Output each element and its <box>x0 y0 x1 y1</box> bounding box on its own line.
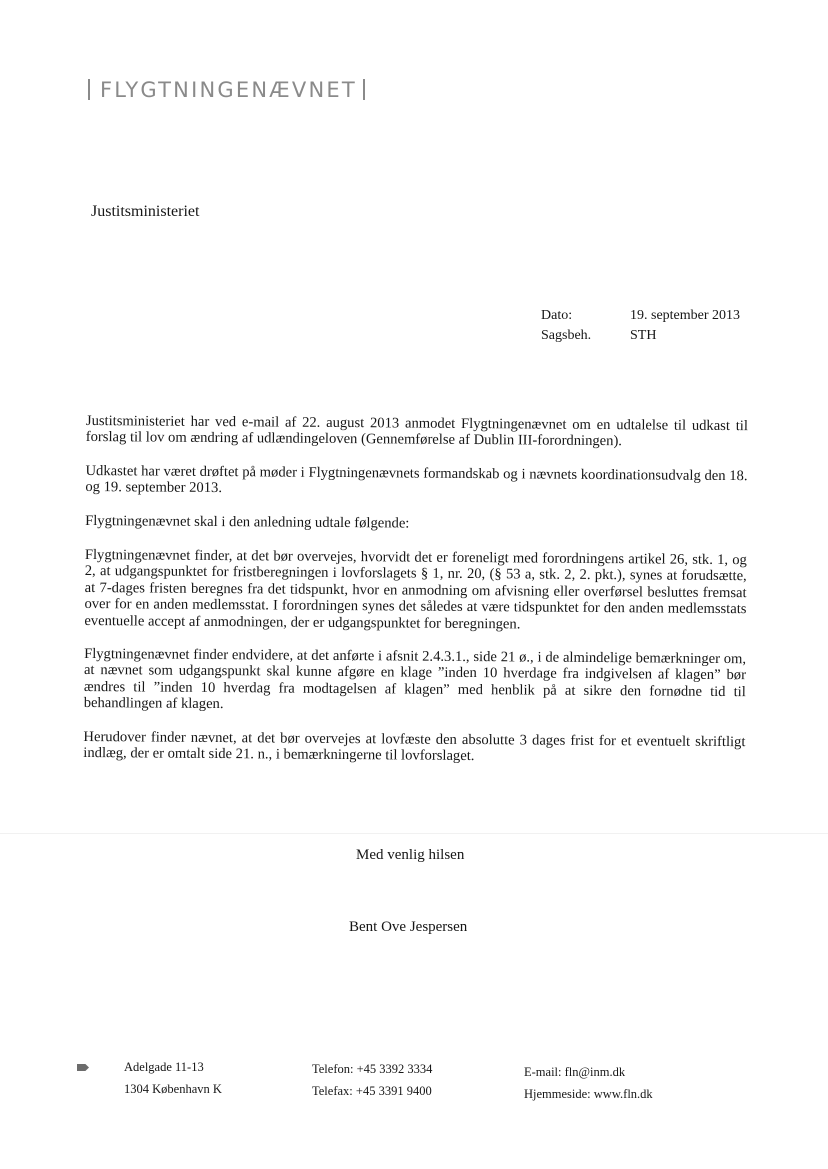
body-paragraph-6: Herudover finder nævnet, at det bør overvejes at lovfæste den absolutte 3 dages frist for et eventuelt skriftligt indlæg, der er omtalt side 21. n., i bemærkningerne til lovforslaget. <box>83 728 746 765</box>
organization-name: FLYGTNINGENÆVNET <box>100 78 357 102</box>
body-paragraph-1: Justitsministeriet har ved e-mail af 22. august 2013 anmodet Flygtningenævnet om en udtalelse til udkast til forslag til lov om ændring af udlændingeloven (Gennemførelse af Dublin III-forordningen). <box>85 413 748 450</box>
letterhead-bar-left <box>88 79 90 100</box>
letter-body <box>83 413 748 784</box>
letterhead-logo <box>88 78 365 102</box>
letterhead-bar-right <box>363 79 365 100</box>
email-address: E-mail: fln@inm.dk <box>524 1065 626 1079</box>
fax-number: Telefax: +45 3391 9400 <box>312 1084 432 1098</box>
footer-contact <box>524 1061 653 1105</box>
footer-arrow-icon <box>77 1064 89 1071</box>
phone-number: Telefon: +45 3392 3334 <box>312 1062 433 1076</box>
body-paragraph-5: Flygtningenævnet finder endvidere, at det anførte i afsnit 2.4.3.1., side 21 ø., i de almindelige bemærkninger om, at nævnet som udgangspunkt skal kunne afgøre en klage ”inden 10 hverdage fra indgivelsen af klagen” bør ændres til ”inden 10 hverdag fra modtagelsen af klagen” med henblik på at sikre den fornødne tid til behandlingen af klagen. <box>83 646 747 713</box>
body-paragraph-2: Udkastet har været drøftet på møder i Flygtningenævnets formandskab og i nævnets koordinationsudvalg den 18. og 19. september 2013. <box>85 462 748 497</box>
case-handler-row <box>541 326 740 346</box>
body-paragraph-3: Flygtningenævnet skal i den anledning udtale følgende: <box>85 512 410 532</box>
case-handler-value: STH <box>630 328 657 343</box>
address-line-1: Adelgade 11-13 <box>124 1060 204 1074</box>
recipient: Justitsministeriet <box>91 203 200 220</box>
address-line-2: 1304 København K <box>124 1082 222 1096</box>
letter-meta <box>541 306 740 346</box>
body-paragraph-4: Flygtningenævnet finder, at det bør overvejes, hvorvidt det er foreneligt med forordningens artikel 26, stk. 1, og 2, at udgangspunktet for fristberegningen i lovforslagets § 1, nr. 20, (§ 53 a, stk. 2, 2. pkt.), synes at forudsætte, at 7-dages fristen beregnes fra det tidspunkt, hvor en anmodning om afvisning eller overførsel besluttes fremsat over for en anden medlemsstat. I forordningen synes det således at være tidspunktet for den anden medlemsstats eventuelle accept af anmodningen, der er udgangspunktet for beregningen. <box>84 547 747 633</box>
footer-address <box>124 1056 222 1100</box>
case-handler-label: Sagsbeh. <box>541 328 592 343</box>
closing-greeting: Med venlig hilsen <box>356 847 465 863</box>
signer-name: Bent Ove Jespersen <box>349 919 468 935</box>
scan-line <box>0 833 828 834</box>
website-address: Hjemmeside: www.fln.dk <box>524 1087 653 1101</box>
date-label: Dato: <box>541 308 573 323</box>
footer-phone <box>312 1058 432 1102</box>
date-row <box>541 306 740 326</box>
date-value: 19. september 2013 <box>630 308 741 323</box>
